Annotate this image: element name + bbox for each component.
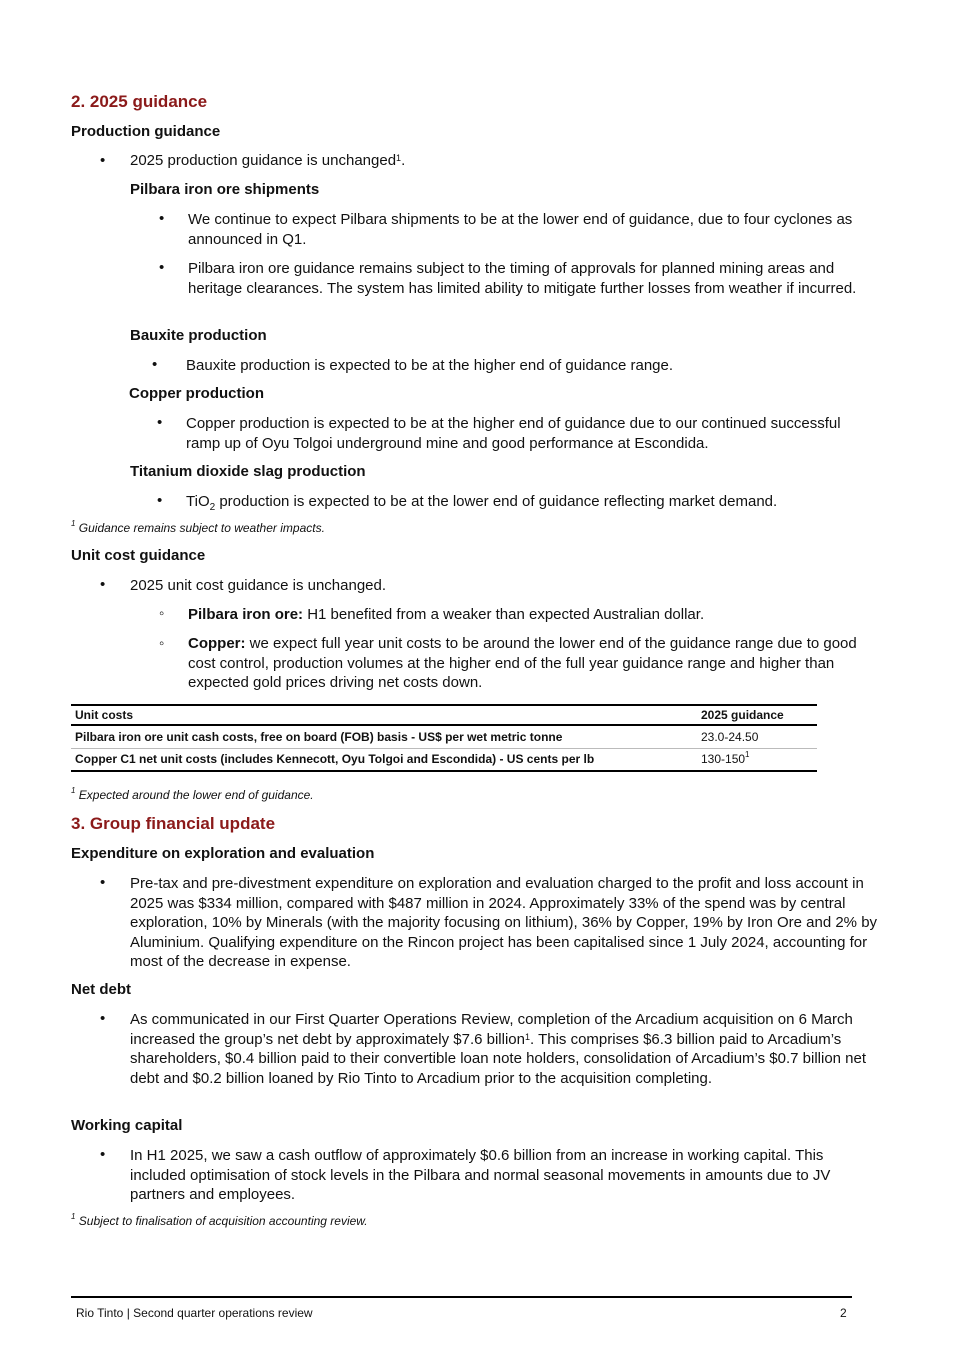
table-cell-label: Pilbara iron ore unit cash costs, free on board (FOB) basis - US$ per wet metric tonne	[75, 729, 563, 744]
footnote-number: 1	[71, 786, 76, 795]
bullet-ring: ◦	[159, 605, 165, 622]
production-intro-end: .	[401, 152, 406, 169]
titanium-bullet	[186, 492, 777, 514]
unit-cost-title: Unit cost guidance	[71, 547, 206, 564]
exploration-title: Expenditure on exploration and evaluation	[71, 845, 375, 862]
page-number: 2	[840, 1306, 847, 1320]
copper-text: we expect full year unit costs to be around the lower end of the guidance range due to good cost control, production volumes at the higher end of the full year guidance range and higher than expected gold prices driving net costs down.	[188, 635, 857, 691]
bullet-dot: •	[100, 874, 106, 891]
table-header-unit-costs: Unit costs	[75, 708, 134, 722]
bullet-dot: •	[159, 210, 165, 227]
table-header-guidance: 2025 guidance	[701, 708, 784, 722]
production-intro-text: 2025 production guidance is unchanged	[130, 152, 397, 169]
footer-title: Rio Tinto | Second quarter operations review	[76, 1306, 313, 1320]
tio2-text: TiO	[186, 493, 210, 510]
bullet-dot: •	[157, 492, 163, 509]
table-row	[71, 748, 817, 771]
net-debt-text-end: . This comprises $6.3 billion paid to Arcadium’s shareholders, $0.4 billion paid to their convertible loan note holders, consolidation of Arcadium’s $0.7 billion net debt and $0.2 billion loaned by Rio Tinto to Arcadium prior to the acquisition completing.	[130, 1030, 867, 1087]
table-cell-value: 23.0-24.50	[701, 729, 759, 744]
pilbara-shipments-title: Pilbara iron ore shipments	[130, 181, 320, 198]
footer-divider	[71, 1296, 852, 1298]
bullet-dot: •	[100, 152, 106, 169]
table-cell-value	[697, 748, 817, 771]
bullet-dot: •	[100, 1010, 106, 1027]
bullet-dot: •	[157, 414, 163, 431]
net-debt-bullet	[130, 1010, 875, 1088]
pilbara-text: H1 benefited from a weaker than expected Australian dollar.	[303, 606, 705, 623]
footnote-text: Subject to finalisation of acquisition accounting review.	[78, 1214, 368, 1228]
pilbara-bullet-2: Pilbara iron ore guidance remains subject to the timing of approvals for planned mining areas and heritage clearances. The system has limited ability to mitigate further losses from weather if incurred.	[188, 260, 857, 297]
working-capital-bullet: In H1 2025, we saw a cash outflow of approximately $0.6 billion from an increase in working capital. This included optimisation of stock levels in the Pilbara and normal seasonal movements in amounts due to JV partners and employees.	[130, 1147, 831, 1203]
unit-cost-intro: 2025 unit cost guidance is unchanged.	[130, 577, 387, 594]
net-debt-text: As communicated in our First Quarter Operations Review, completion of the Arcadium acquisition on 6 March increased the group’s net debt by approximately $7.6 billion	[130, 1011, 853, 1048]
footnote-text: Guidance remains subject to weather impacts.	[78, 521, 325, 535]
bullet-dot: •	[152, 356, 158, 373]
table-row	[71, 725, 817, 748]
production-intro	[130, 151, 405, 171]
subscript-2: 2	[209, 502, 216, 513]
footnote-ref: 1	[396, 153, 402, 163]
unit-cost-pilbara	[188, 605, 704, 625]
exploration-bullet: Pre-tax and pre-divestment expenditure on exploration and evaluation charged to the profit and loss account in 2025 was $334 million, compared with $487 million in 2024. Approximately 33% of the spend was by central exploration, 10% by Minerals (with the majority focusing on lithium), 36% by Copper, 19% by Iron Ore and 2% by Aluminium. Qualifying expenditure on the Rincon project has been capitalised since 1 July 2024, accounting for most of the decrease in expense.	[130, 875, 878, 970]
bullet-dot: •	[100, 1146, 106, 1163]
footnote-ref: 1	[745, 750, 750, 760]
footnote-number: 1	[71, 519, 76, 528]
table-header-row	[71, 705, 817, 725]
section-3-footnote	[71, 1214, 368, 1228]
bullet-dot: •	[100, 576, 106, 593]
bauxite-title: Bauxite production	[130, 327, 267, 344]
pilbara-label: Pilbara iron ore:	[188, 606, 304, 623]
bauxite-bullet: Bauxite production is expected to be at the higher end of guidance range.	[186, 357, 674, 374]
footnote-text: Expected around the lower end of guidance.	[78, 788, 314, 802]
table-cell-label: Copper C1 net unit costs (includes Kennecott, Oyu Tolgoi and Escondida) - US cents per lb	[75, 752, 595, 767]
bullet-dot: •	[159, 259, 165, 276]
section-2-heading: 2. 2025 guidance	[71, 92, 208, 111]
working-capital-title: Working capital	[71, 1117, 183, 1134]
titanium-bullet-text: production is expected to be at the lower end of guidance reflecting market demand.	[215, 493, 778, 510]
copper-label: Copper:	[188, 635, 246, 652]
section-3-heading: 3. Group financial update	[71, 814, 276, 833]
table-footnote	[71, 788, 314, 802]
net-debt-title: Net debt	[71, 981, 131, 998]
unit-costs-table	[71, 704, 817, 772]
copper-production-bullet: Copper production is expected to be at the higher end of guidance due to our continued successful ramp up of Oyu Tolgoi underground mine and good performance at Escondida.	[186, 415, 841, 452]
production-footnote	[71, 521, 325, 535]
footnote-ref: 1	[524, 1031, 530, 1042]
titanium-title: Titanium dioxide slag production	[130, 463, 366, 480]
production-guidance-title: Production guidance	[71, 123, 221, 140]
copper-production-title: Copper production	[129, 385, 264, 402]
pilbara-bullet-1: We continue to expect Pilbara shipments to be at the lower end of guidance, due to four cyclones as announced in Q1.	[188, 211, 853, 248]
unit-cost-copper	[188, 634, 878, 693]
bullet-ring: ◦	[159, 635, 165, 652]
footnote-number: 1	[71, 1212, 76, 1221]
value-text: 130-150	[701, 752, 746, 767]
